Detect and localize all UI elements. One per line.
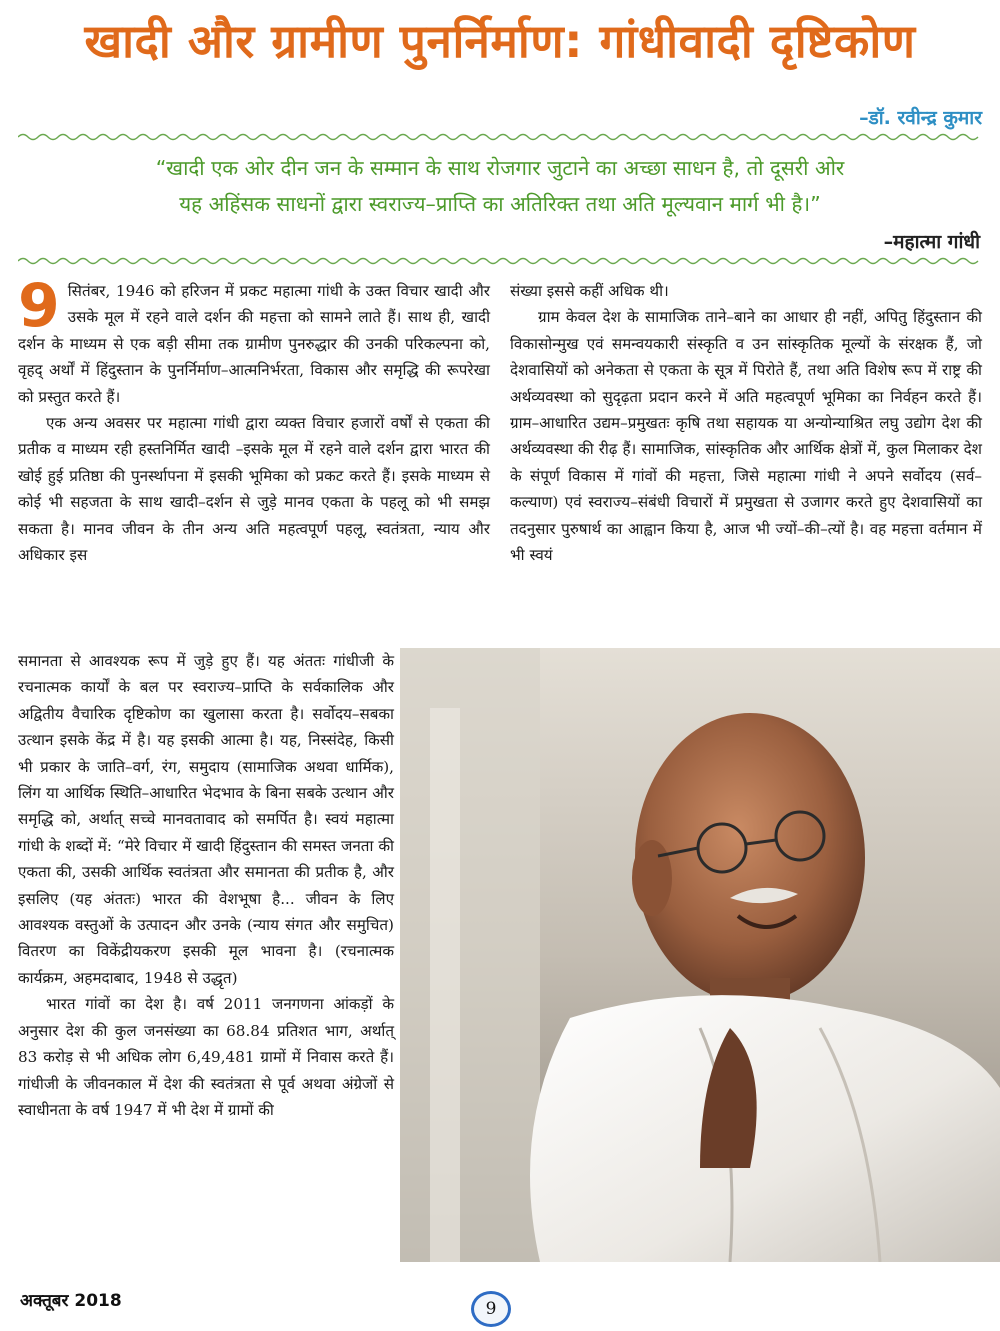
gandhi-photo (400, 648, 1000, 1262)
paragraph: ग्राम केवल देश के सामाजिक ताने–बाने का आधार ही नहीं, अपितु हिंदुस्तान की विकासोन्मुख एवं समन्वयकारी संस्कृति व उन सांस्कृतिक मूल्यों के संरक्षक हैं, जो देशवासियों को अनेकता से एकता के सूत्र में पिरोते हैं, तथा अति विशेष रूप में राष्ट्र की अर्थव्यवस्था को सुदृढ़ता प्रदान करने में अति महत्वपूर्ण भूमिका का निर्वहन करते हैं। ग्राम–आधारित उद्यम–प्रमुखतः कृषि तथा सहायक या अन्योन्याश्रित लघु उद्योग देश की अर्थव्यवस्था की रीढ़ हैं। सामाजिक, सांस्कृतिक और आर्थिक क्षेत्रों में, कुल मिलाकर देश के संपूर्ण विकास में गांवों की महत्ता, जिसे महात्मा गांधी ने अपने सर्वोदय (सर्व–कल्याण) एवं स्वराज्य–संबंधी विचारों में प्रमुखता से उजागर करते हुए देशवासियों का तदनुसार पुरुषार्थ का आह्वान किया है, आज भी ज्यों–की–त्यों है। वह महत्ता वर्तमान में भी स्वयं (510, 308, 982, 565)
article-author: –डॉ. रवीन्द्र कुमार (859, 107, 982, 129)
paragraph: संख्या इससे कहीं अधिक थी। (510, 282, 669, 300)
gandhi-portrait-illustration (400, 648, 1000, 1262)
quote-attribution: –महात्मा गांधी (883, 231, 980, 253)
column-left-upper (18, 271, 490, 568)
article-title: खादी और ग्रामीण पुनर्निर्माण: गांधीवादी दृष्टिकोण (84, 14, 916, 68)
pull-quote (20, 150, 980, 222)
wavy-divider-bottom (18, 256, 982, 266)
issue-month: अक्तूबर 2018 (20, 1291, 122, 1311)
pull-quote-line: “खादी एक ओर दीन जन के सम्मान के साथ रोजगार जुटाने का अच्छा साधन है, तो दूसरी ओर (155, 156, 845, 180)
paragraph: भारत गांवों का देश है। वर्ष 2011 जनगणना आंकड़ों के अनुसार देश की कुल जनसंख्या का 68.84 प्रतिशत भाग, अर्थात् 83 करोड़ से भी अधिक लोग 6,49,481 ग्रामों में निवास करते हैं। गांधीजी के जीवनकाल में देश की स्वतंत्रता से पूर्व अथवा अंग्रेजों से स्वाधीनता के वर्ष 1947 में भी देश में ग्रामों की (18, 995, 394, 1119)
page-number: 9 (471, 1291, 511, 1327)
column-left-lower (18, 648, 394, 1123)
wavy-divider-top (18, 132, 982, 142)
paragraph: एक अन्य अवसर पर महात्मा गांधी द्वारा व्यक्त विचार हजारों वर्षों से एकता की प्रतीक व माध्यम रही हस्तनिर्मित खादी –इसके मूल में रहने वाले दर्शन द्वारा भारत की खोई हुई प्रतिष्ठा की पुनर्स्थापना में इसकी भूमिका को प्रकट करते हैं। इसके माध्यम से कोई भी सहजता के साथ खादी–दर्शन से जुड़े मानव एकता के पहलू को भी समझ सकता है। मानव जीवन के तीन अन्य अति महत्वपूर्ण पहलू, स्वतंत्रता, न्याय और अधिकार इस (18, 414, 490, 565)
paragraph: समानता से आवश्यक रूप में जुड़े हुए हैं। यह अंततः गांधीजी के रचनात्मक कार्यों के बल पर स्वराज्य–प्राप्ति के सर्वकालिक और अद्वितीय वैचारिक दृष्टिकोण का खुलासा करता है। सर्वोदय–सबका उत्थान इसके केंद्र में है। यह इसकी आत्मा है। यह, निस्संदेह, किसी भी प्रकार के जाति–वर्ग, रंग, समुदाय (सामाजिक अथवा धार्मिक), लिंग या आर्थिक स्थिति–आधारित भेदभाव के बिना सबके उत्थान और समृद्धि को, अर्थात् सच्चे मानवतावाद को समर्पित है। स्वयं महात्मा गांधी के शब्दों में: “मेरे विचार में खादी हिंदुस्तान की समस्त जनता की एकता की, उसकी आर्थिक स्वतंत्रता और समानता की प्रतीक है, और इसलिए (यह अंततः) भारत की वेशभूषा है... जीवन के लिए आवश्यक वस्तुओं के उत्पादन और उनके (न्याय संगत और समुचित) वितरण का विकेंद्रीयकरण इसकी मूल भावना है। (रचनात्मक कार्यक्रम, अहमदाबाद, 1948 से उद्धृत) (18, 652, 394, 987)
drop-cap: 9 (18, 271, 60, 341)
pull-quote-line: यह अहिंसक साधनों द्वारा स्वराज्य–प्राप्ति का अतिरिक्त तथा अति मूल्यवान मार्ग भी है।” (179, 192, 821, 216)
paragraph (18, 271, 490, 410)
column-right (510, 278, 982, 568)
paragraph-text: सितंबर, 1946 को हरिजन में प्रकट महात्मा गांधी के उक्त विचार खादी और उसके मूल में रहने वाले दर्शन की महत्ता को सामने लाते हैं। साथ ही, खादी दर्शन के माध्यम से एक बड़ी सीमा तक ग्रामीण पुनरुद्धार की उनकी परिकल्पना को, वृहद् अर्थों में हिंदुस्तान के पुनर्निर्माण–आत्मनिर्भरता, विकास और समृद्धि की रूपरेखा को प्रस्तुत करते हैं। (18, 282, 490, 406)
